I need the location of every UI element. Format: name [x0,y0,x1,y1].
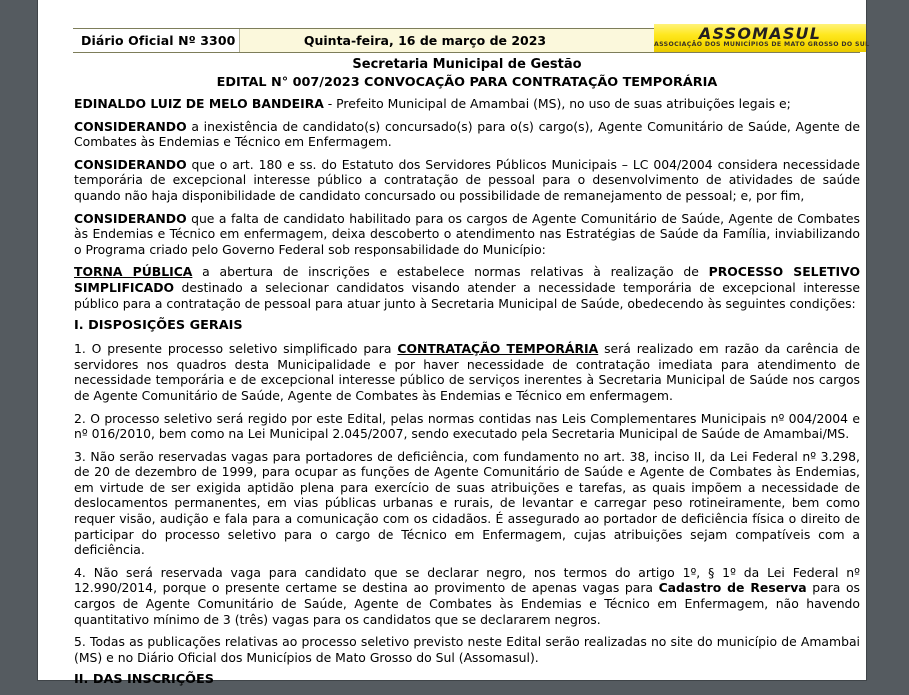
edital-title: EDITAL N° 007/2023 CONVOCAÇÃO PARA CONTRATAÇÃO TEMPORÁRIA [216,75,718,90]
considerando-paragraph [74,211,860,258]
intro-rest: - Prefeito Municipal de Amambai (MS), no uso de suas atribuições legais e; [323,96,791,111]
torna-publica-text-1: a abertura de inscrições e estabelece normas relativas à realização de [192,264,709,280]
torna-publica-paragraph [74,264,860,311]
processo-seletivo-emphasis: PROCESSO SELETIVO SIMPLIFICADO [74,264,860,295]
item-number: 4. [74,564,86,580]
intro-paragraph [74,96,860,112]
item-text-2: será realizado em razão da carência de servidores nos quadros desta Municipalidade e por haver necessidade de contratação imediata para atendimento de necessidade temporária e de excepcional interesse público de serviços inerentes à Secretaria Municipal de Saúde nos cargos de Agente Comunitário de Saúde, Agente de Combates às Endemias e Técnico em enfermagem. [74,341,860,403]
item-number: 1. [74,341,86,357]
list-item [74,411,860,442]
considerando-text: a inexistência de candidato(s) concursado(s) para o(s) cargo(s), Agente Comunitário de Saúde, Agente de Combates às Endemias e Técnico em Enfermagem. [74,118,860,150]
item-emphasis: CONTRATAÇÃO TEMPORÁRIA [397,341,599,357]
section-heading-2: II. DAS INSCRIÇÕES [74,672,214,688]
considerando-paragraph [74,119,860,150]
mayor-name: EDINALDO LUIZ DE MELO BANDEIRA [74,96,324,111]
section-heading-1: I. DISPOSIÇÕES GERAIS [74,318,243,334]
list-item [74,341,860,403]
gazette-date-label: Quinta-feira, 16 de março de 2023 [303,33,547,48]
item-text-1: O processo seletivo será regido por este Edital, pelas normas contidas nas Leis Complementares Municipais nº 004/2004 e nº 016/2010, bem como na Lei Municipal 2.045/2007, sendo executado pela Secretaria Municipal de Saúde de Amambai/MS. [74,410,860,442]
considerando-lead: CONSIDERANDO [74,118,187,134]
list-item [74,565,860,627]
considerando-paragraph [74,157,860,204]
document-page [38,0,870,688]
considerando-text: que o art. 180 e ss. do Estatuto dos Servidores Públicos Municipais – LC 004/2004 considera necessidade temporária de excepcional interesse público a contratação de pessoal para o desenvolvimento de atividades de saúde quando não haja disponibilidade de candidato concursado ou possibilidade de remanejamento de pessoal; e, por fim, [74,156,860,203]
item-emphasis: Cadastro de Reserva [658,580,807,596]
considerando-lead: CONSIDERANDO [74,210,187,226]
item-text-2: para os cargos de Agente Comunitário de Saúde, Agente de Combates às Endemias e Técnico em Enfermagem, não havendo quantitativo mínimo de 3 (três) vagas para os candidatos que se declararem negros. [74,580,860,627]
assomasul-logo [654,24,870,52]
item-number: 5. [74,634,86,650]
torna-publica-lead: TORNA PÚBLICA [74,264,193,280]
list-item [74,449,860,558]
secretariat-title: Secretaria Municipal de Gestão [352,57,582,72]
document-content [74,56,860,695]
item-text-1: O presente processo seletivo simplificado para [85,341,398,357]
item-text-1: Não serão reservadas vagas para portadores de deficiência, com fundamento no art. 38, inciso II, da Lei Federal nº 3.298, de 20 de dezembro de 1999, para ocupar as funções de Agente Comunitário de Saúde e Agente de Combates às Endemias, em virtude de ser exigida aptidão plena para exercício de suas atribuições e tarefas, as quais impõem a necessidade de deslocamentos permanentes, em vias públicas urbanas e rurais, de levantar e carregar peso rotineiramente, bem como requer visão, audição e fala para a comunicação com os cidadãos. É assegurado ao portador de deficiência física o direito de participar do processo seletivo para o cargo de Técnico em Enfermagem, cujas atribuições sejam compatíveis com a deficiência. [74,448,860,558]
assomasul-logo-subtitle: ASSOCIAÇÃO DOS MUNICÍPIOS DE MATO GROSSO DO SUL [654,41,870,48]
gazette-date-box [240,29,610,52]
torna-publica-text-2: destinado a selecionar candidatos visando atender a necessidade temporária de excepcional interesse público para a contratação de pessoal para atuar junto à Secretaria Municipal de Saúde, obedecendo às seguintes condições: [74,279,860,311]
considerando-text: que a falta de candidato habilitado para os cargos de Agente Comunitário de Saúde, Agente de Combates às Endemias e Técnico em enfermagem, deixa descoberto o atendimento nas Estratégias de Saúde da Família, inviabilizando o Programa criado pelo Governo Federal sob responsabilidade do Município: [74,210,860,257]
item-number: 2. [74,410,86,426]
item-text-1: Todas as publicações relativas ao processo seletivo previsto neste Edital serão realizadas no site do município de Amambai (MS) e no Diário Oficial dos Municípios de Mato Grosso do Sul (Assomasul). [74,634,860,665]
list-item [74,634,860,665]
gazette-number-box [73,29,240,52]
gazette-number-label: Diário Oficial Nº 3300 [81,33,236,48]
item-text-1: Não será reservada vaga para candidato que se declarar negro, nos termos do artigo 1º, § 1º da Lei Federal nº 12.990/2014, porque o presente certame se destina ao provimento de apenas vagas para [74,564,860,596]
item-number: 3. [74,448,86,464]
considerando-lead: CONSIDERANDO [74,156,187,172]
assomasul-logo-name: ASSOMASUL [698,24,822,43]
